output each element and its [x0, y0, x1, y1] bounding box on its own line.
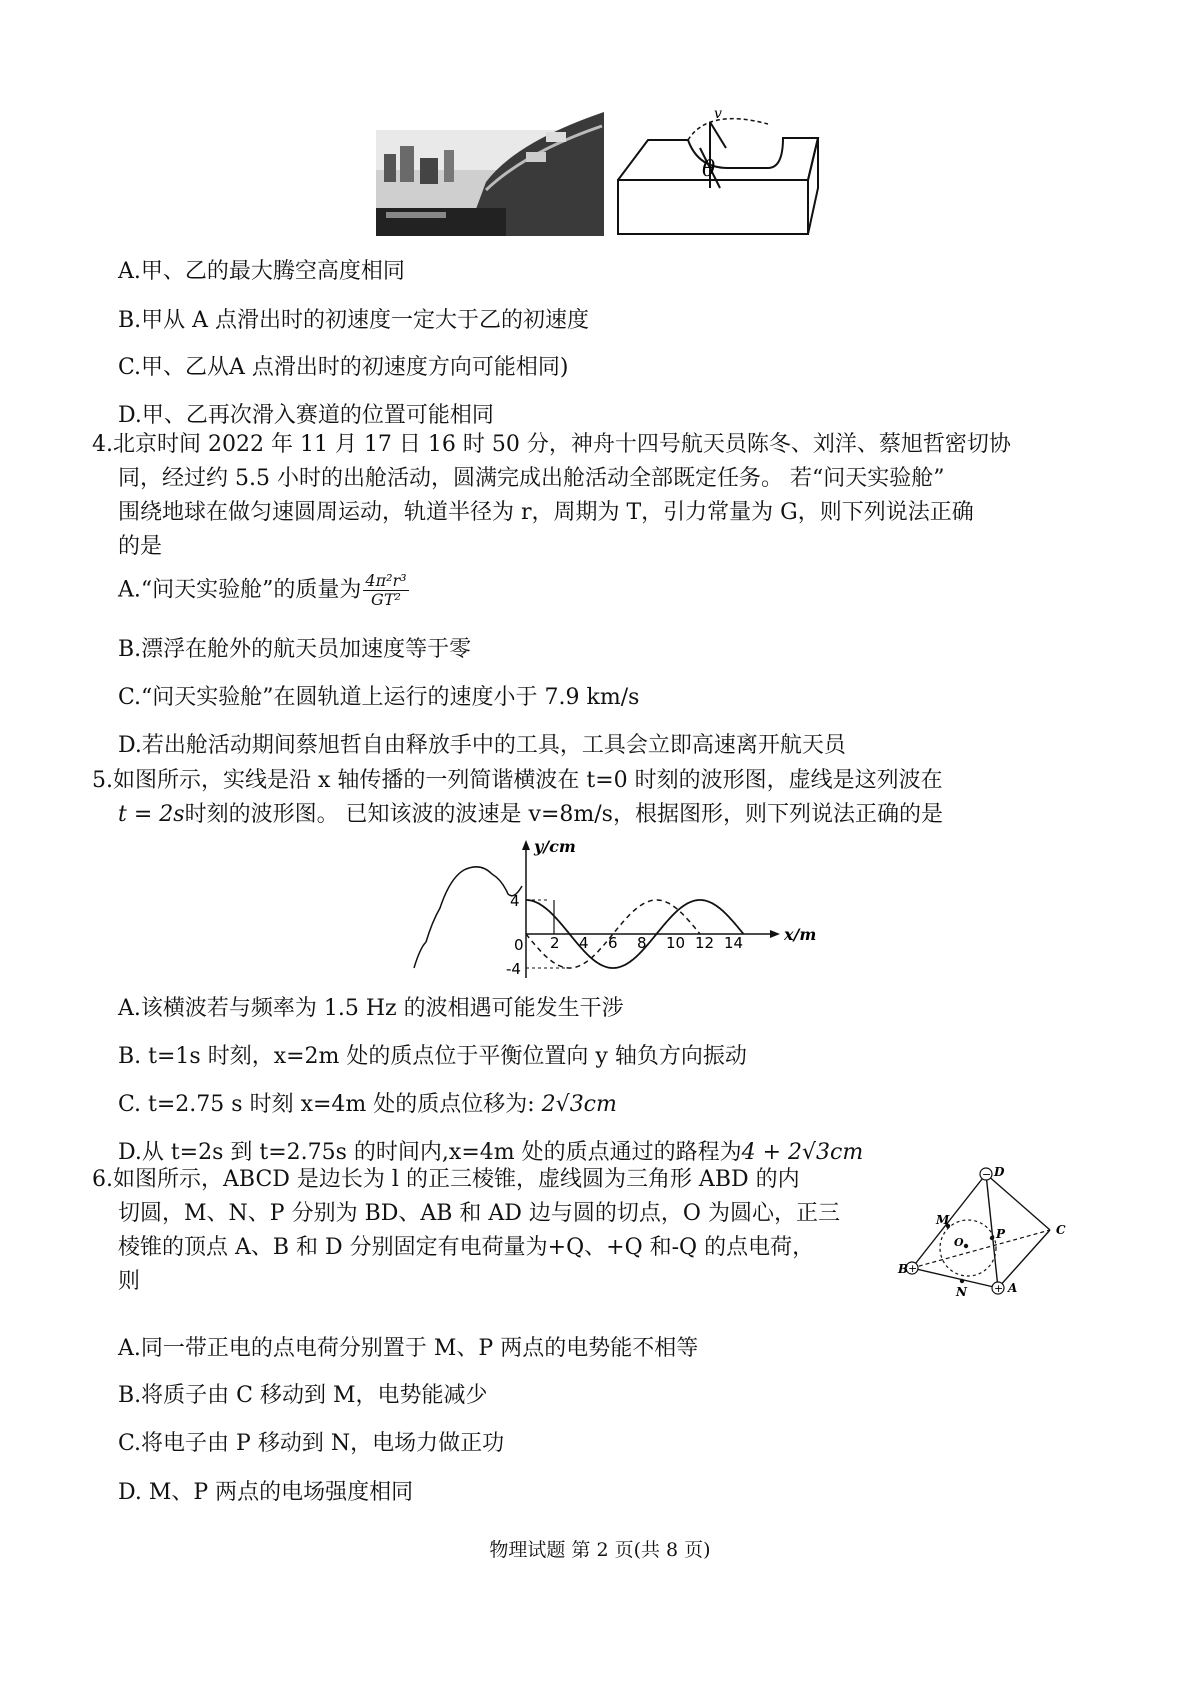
q5-stem-text: 时刻的波形图。 已知该波的波速是 v=8m/s，根据图形，则下列说法正确的是	[184, 802, 943, 827]
q5-stem	[92, 764, 943, 832]
y-tick-label: 4	[510, 892, 520, 910]
page-footer: 物理试题 第 2 页(共 8 页)	[489, 1539, 711, 1561]
displacement-value: 2√3cm	[541, 1092, 617, 1117]
q3-option-a: A.甲、乙的最大腾空高度相同	[118, 259, 405, 284]
x-tick-label: 2	[550, 934, 560, 952]
q6-stem	[92, 1163, 840, 1299]
point-label-n: N	[956, 1285, 967, 1299]
q3-option-c: C.甲、乙从A 点滑出时的初速度方向可能相同)	[118, 355, 569, 380]
vertex-label-c: C	[1056, 1223, 1066, 1237]
mass-fraction	[363, 572, 408, 609]
q4-stem-line: 同，经过约 5.5 小时的出舱活动，圆满完成出舱活动全部既定任务。 若“问天实验舱”	[118, 466, 945, 491]
q6-stem-line: 6.如图所示，ABCD 是边长为 l 的正三棱锥，虚线圆为三角形 ABD 的内	[92, 1167, 800, 1192]
q5-option-d-text: D.从 t=2s 到 t=2.75s 的时间内,x=4m 处的质点通过的路程为	[118, 1140, 742, 1165]
q5-option-b: B. t=1s 时刻，x=2m 处的质点位于平衡位置向 y 轴负方向振动	[118, 1044, 747, 1069]
q5-stem-line	[92, 798, 943, 832]
q5-option-d	[118, 1135, 863, 1166]
charge-plus: +	[908, 1262, 918, 1275]
wave-graph	[410, 838, 830, 978]
q6-option-c: C.将电子由 P 移动到 N，电场力做正功	[118, 1431, 505, 1456]
vertex-label-b: B	[898, 1262, 909, 1276]
tetrahedron-diagram	[898, 1165, 1070, 1299]
q6-stem-line: 棱锥的顶点 A、B 和 D 分别固定有电荷量为+Q、+Q 和-Q 的点电荷，	[118, 1235, 815, 1260]
q5-stem-line: 5.如图所示，实线是沿 x 轴传播的一列简谐横波在 t=0 时刻的波形图，虚线是这列波在	[92, 768, 943, 793]
point-label-p: P	[996, 1227, 1006, 1241]
time-expression: t = 2s	[118, 802, 185, 827]
q5-option-c-text: C. t=2.75 s 时刻 x=4m 处的质点位移为:	[118, 1092, 535, 1117]
q6-stem-line: 则	[118, 1269, 141, 1294]
charge-plus: +	[994, 1282, 1004, 1295]
q6-option-d: D. M、P 两点的电场强度相同	[118, 1480, 414, 1505]
q4-option-a	[118, 572, 409, 609]
q5-option-c	[118, 1087, 617, 1118]
charge-minus: −	[982, 1168, 992, 1181]
q5-option-a: A.该横波若与频率为 1.5 Hz 的波相遇可能发生干涉	[118, 996, 624, 1021]
q6-option-a: A.同一带正电的点电荷分别置于 M、P 两点的电势能不相等	[118, 1336, 699, 1361]
y-axis-label: y/cm	[534, 837, 576, 856]
q3-option-b: B.甲从 A 点滑出时的初速度一定大于乙的初速度	[118, 308, 590, 333]
origin-label: 0	[514, 936, 524, 954]
x-tick-label: 12	[695, 934, 715, 952]
fraction-denominator: GT²	[371, 590, 401, 609]
halfpipe-diagram	[608, 108, 828, 238]
q4-option-d: D.若出舱活动期间蔡旭哲自由释放手中的工具，工具会立即高速离开航天员	[118, 733, 846, 758]
path-length-value: 4 + 2√3cm	[741, 1140, 864, 1165]
theta-label: θ	[702, 157, 716, 182]
x-tick-label: 10	[666, 934, 686, 952]
vertex-label-a: A	[1008, 1281, 1018, 1295]
q4-stem	[92, 428, 1011, 564]
vertex-label-d: D	[994, 1165, 1005, 1179]
q6-option-b: B.将质子由 C 移动到 M，电势能减少	[118, 1383, 488, 1408]
q4-option-b: B.漂浮在舱外的航天员加速度等于零	[118, 637, 472, 662]
velocity-label: v	[714, 106, 722, 122]
x-tick-label: 6	[608, 934, 618, 952]
ski-photo	[376, 112, 604, 236]
x-tick-label: 8	[637, 934, 647, 952]
x-tick-label: 14	[724, 934, 744, 952]
center-label-o: O	[954, 1236, 964, 1249]
q4-option-c: C.“问天实验舱”在圆轨道上运行的速度小于 7.9 km/s	[118, 685, 640, 710]
q4-option-a-text: A.“问天实验舱”的质量为	[118, 577, 362, 603]
q3-option-d: D.甲、乙再次滑入赛道的位置可能相同	[118, 403, 494, 428]
x-axis-label: x/m	[784, 925, 817, 944]
fraction-numerator: 4π²r³	[365, 571, 407, 590]
q4-stem-line: 4.北京时间 2022 年 11 月 17 日 16 时 50 分，神舟十四号航天员陈冬、刘洋、蔡旭哲密切协	[92, 432, 1011, 457]
q4-stem-line: 的是	[118, 534, 163, 559]
q4-stem-line: 围绕地球在做匀速圆周运动，轨道半径为 r，周期为 T，引力常量为 G，则下列说法正确	[118, 500, 974, 525]
x-tick-label: 4	[579, 934, 589, 952]
y-tick-label: -4	[506, 960, 521, 978]
point-label-m: M	[936, 1213, 950, 1227]
q6-stem-line: 切圆，M、N、P 分别为 BD、AB 和 AD 边与圆的切点，O 为圆心，正三	[118, 1201, 840, 1226]
